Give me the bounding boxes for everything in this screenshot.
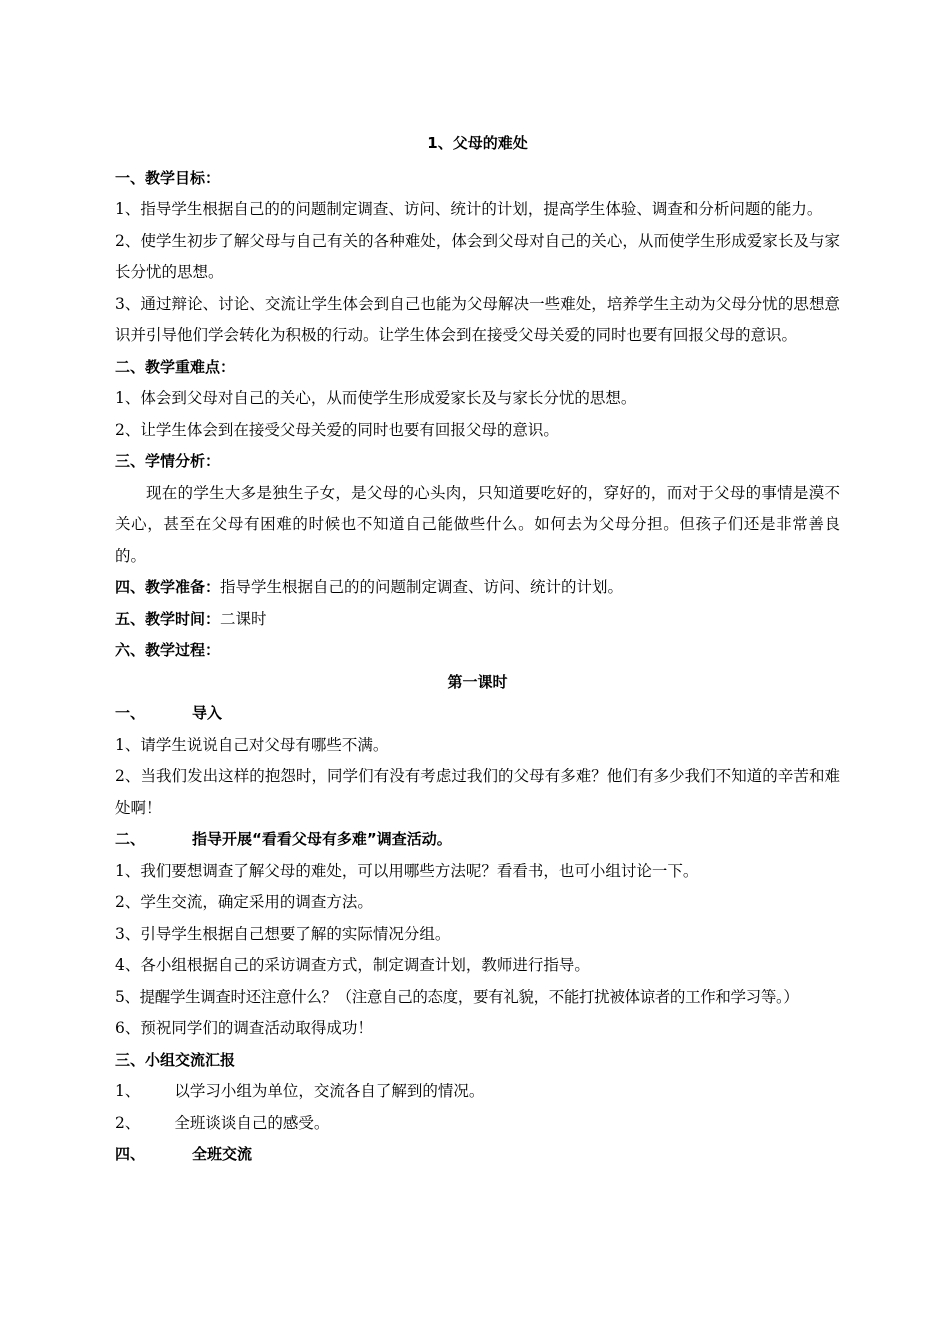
report-item <box>115 1076 840 1108</box>
part-heading-discussion <box>115 1139 840 1171</box>
key-point-item: 1、体会到父母对自己的关心，从而使学生形成爱家长及与家长分忧的思想。 <box>115 389 637 407</box>
section-time <box>115 604 840 636</box>
survey-item: 3、引导学生根据自己想要了解的实际情况分组。 <box>115 924 451 943</box>
report-item <box>115 1108 840 1140</box>
item-number: 2、 <box>115 1113 141 1132</box>
section-heading-goals: 一、教学目标： <box>115 168 221 187</box>
survey-item: 2、学生交流，确定采用的调查方法。 <box>115 893 373 911</box>
part-number: 一、 <box>115 704 146 722</box>
item-number: 1、 <box>115 1082 141 1100</box>
intro-item: 1、请学生说说自己对父母有哪些不满。 <box>115 735 389 754</box>
survey-item: 5、提醒学生调查时还注意什么？（注意自己的态度，要有礼貌，不能打扰被体谅者的工作和学习等。） <box>115 987 799 1006</box>
section-heading-key-points: 二、教学重难点： <box>115 357 236 376</box>
part-heading-text: 导入 <box>192 704 223 722</box>
document-title: 1、父母的难处 <box>427 134 528 152</box>
intro-item: 2、当我们发出这样的抱怨时，同学们有没有考虑过我们的父母有多难？他们有多少我们不知道的辛苦和难处啊！ <box>115 767 840 817</box>
part-number: 四、 <box>115 1145 146 1163</box>
section-heading-analysis: 三、学情分析： <box>115 452 221 470</box>
part-heading-text: 指导开展“看看父母有多难”调查活动。 <box>192 830 452 848</box>
time-text: 二课时 <box>220 609 267 628</box>
section-heading-process: 六、教学过程： <box>115 641 221 659</box>
key-point-item: 2、让学生体会到在接受父母关爱的同时也要有回报父母的意识。 <box>115 420 559 439</box>
goal-item: 3、通过辩论、讨论、交流让学生体会到自己也能为父母解决一些难处，培养学生主动为父母分忧的思想意识并引导他们学会转化为积极的行动。让学生体会到在接受父母关爱的同时也要有回报父母的意识。 <box>115 294 840 344</box>
section-label-time: 五、教学时间： <box>115 609 221 628</box>
preparation-text: 指导学生根据自己的的问题制定调查、访问、统计的计划。 <box>220 578 624 596</box>
analysis-paragraph: 现在的学生大多是独生子女，是父母的心头肉，只知道要吃好的，穿好的，而对于父母的事情是漠不关心，甚至在父母有困难的时候也不知道自己能做些什么。如何去为父母分担。但孩子们还是非常善良的。 <box>115 483 840 565</box>
item-text: 全班谈谈自己的感受。 <box>174 1113 330 1132</box>
document-page <box>115 128 840 1171</box>
item-text: 以学习小组为单位，交流各自了解到的情况。 <box>174 1082 485 1100</box>
part-heading-survey <box>115 824 840 856</box>
lesson-title: 第一课时 <box>447 672 508 691</box>
goal-item: 2、使学生初步了解父母与自己有关的各种难处，体会到父母对自己的关心，从而使学生形成爱家长及与家长分忧的思想。 <box>115 231 840 281</box>
survey-item: 4、各小组根据自己的采访调查方式，制定调查计划，教师进行指导。 <box>115 956 590 974</box>
survey-item: 1、我们要想调查了解父母的难处，可以用哪些方法呢？看看书，也可小组讨论一下。 <box>115 861 699 880</box>
part-heading-report: 三、小组交流汇报 <box>115 1050 236 1069</box>
goal-item: 1、指导学生根据自己的的问题制定调查、访问、统计的计划，提高学生体验、调查和分析问题的能力。 <box>115 200 823 218</box>
section-label-preparation: 四、教学准备： <box>115 578 221 596</box>
part-heading-intro <box>115 698 840 730</box>
section-preparation <box>115 572 840 604</box>
part-heading-text: 全班交流 <box>192 1145 253 1163</box>
survey-item: 6、预祝同学们的调查活动取得成功！ <box>115 1019 373 1037</box>
part-number: 二、 <box>115 830 146 848</box>
